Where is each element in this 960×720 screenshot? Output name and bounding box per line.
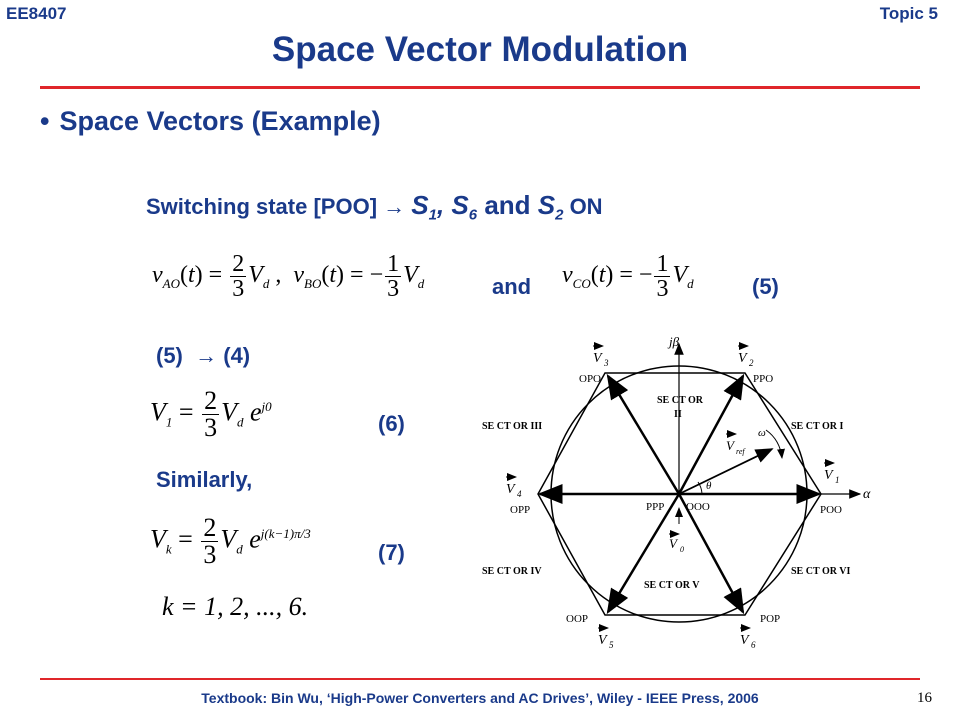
v2-label xyxy=(738,346,754,368)
sector-4-label: SE CT OR IV xyxy=(482,566,542,577)
state-ppp: PPP xyxy=(646,501,665,513)
equation-number-6: (6) xyxy=(378,411,405,436)
state-oop: OOP xyxy=(566,613,589,625)
v4-label xyxy=(506,477,522,499)
v1-label xyxy=(824,463,840,485)
arrow-icon: → xyxy=(383,194,406,219)
title-divider xyxy=(40,86,920,89)
eq-ref-5: (5) xyxy=(156,343,183,368)
svg-text:V: V xyxy=(669,536,677,551)
state-opp: OPP xyxy=(510,504,531,516)
v3-label xyxy=(593,346,609,368)
svg-text:V: V xyxy=(726,438,734,453)
state-ppo: PPO xyxy=(753,373,774,385)
s2-symbol: S xyxy=(537,190,556,220)
k-range: k = 1, 2, ..., 6. xyxy=(162,592,309,621)
state-pop: POP xyxy=(760,613,781,625)
substitution-note xyxy=(156,343,250,369)
state-poo: POO xyxy=(820,504,843,516)
equation-vco: $v_{CO}(t)$ = − $\frac{1}{3}$ $V_d$ xyxy=(562,251,694,302)
omega-arrow xyxy=(766,430,782,458)
sector-2-label: SE CT OR xyxy=(657,395,703,406)
theta-label: θ xyxy=(706,480,712,492)
space-vector-diagram xyxy=(470,326,890,656)
equation-vk: $V_k$ = $\frac{2}{3}$ $V_d$ $e^{j(k-1)\pi/3}$ xyxy=(150,513,311,569)
vector-v2 xyxy=(679,376,743,494)
page-number: 16 xyxy=(917,690,932,706)
svg-text:V: V xyxy=(824,468,833,483)
svg-text:0: 0 xyxy=(680,545,684,554)
vector-v5 xyxy=(608,494,679,612)
switching-prefix: Switching state [POO] xyxy=(146,194,384,219)
and-word: and xyxy=(477,190,538,220)
v6-label xyxy=(740,628,756,650)
eq-ref-4: (4) xyxy=(223,343,251,368)
svg-text:3: 3 xyxy=(604,358,609,368)
sector-1-label: SE CT OR I xyxy=(791,421,844,432)
svg-text:5: 5 xyxy=(609,640,614,650)
svg-text:V: V xyxy=(740,633,749,648)
jbeta-label: jβ xyxy=(669,334,680,349)
course-code: EE8407 xyxy=(6,4,67,23)
svg-text:4: 4 xyxy=(517,489,522,499)
equation-number-7: (7) xyxy=(378,540,405,565)
bullet-text: Space Vectors (Example) xyxy=(59,106,381,136)
svg-text:V: V xyxy=(506,482,515,497)
footer-citation: Textbook: Bin Wu, ‘High-Power Converters and AC Drives’, Wiley - IEEE Press, 2006 xyxy=(201,690,759,706)
topic-label: Topic 5 xyxy=(879,4,938,23)
svg-text:6: 6 xyxy=(751,640,756,650)
comma: , xyxy=(436,190,452,220)
state-opo: OPO xyxy=(579,373,602,385)
svg-text:1: 1 xyxy=(835,475,840,485)
s1-symbol: S xyxy=(411,190,429,220)
v0-label xyxy=(669,534,684,554)
vector-v3 xyxy=(608,376,679,494)
s6-symbol: S xyxy=(451,190,469,220)
equation-v1: $V_1$ = $\frac{2}{3}$ $V_d$ $e^{j0}$ xyxy=(150,386,272,442)
state-ooo: OOO xyxy=(686,501,710,513)
sector-5-label: SE CT OR V xyxy=(644,580,700,591)
equation-vao-vbo: $v_{AO}(t)$ = $\frac{2}{3}$ $V_d$ , $v_{BO}(t)$ = − $\frac{1}{3}$ $V_d$ xyxy=(152,251,425,302)
s6-subscript: 6 xyxy=(468,206,478,224)
svg-text:2: 2 xyxy=(749,358,754,368)
svg-text:V: V xyxy=(598,633,607,648)
arrow-icon: → xyxy=(195,343,218,368)
bullet-heading xyxy=(40,106,381,137)
similarly-text: Similarly, xyxy=(156,467,253,492)
svg-text:V: V xyxy=(738,351,747,366)
bullet-dot: • xyxy=(40,106,50,136)
s1-subscript: 1 xyxy=(428,206,437,224)
switching-state-line xyxy=(146,190,603,223)
sector-6-label: SE CT OR VI xyxy=(791,566,851,577)
v5-label xyxy=(598,628,614,650)
omega-label: ω xyxy=(758,427,766,439)
sector-2-numeral: II xyxy=(674,409,682,420)
alpha-label: α xyxy=(863,487,871,502)
equation-number-5: (5) xyxy=(752,274,779,299)
svg-text:V: V xyxy=(593,351,602,366)
vector-vref xyxy=(679,449,772,494)
s2-subscript: 2 xyxy=(555,206,564,224)
svg-text:ref: ref xyxy=(736,447,745,456)
footer-divider xyxy=(40,678,920,680)
slide-title: Space Vector Modulation xyxy=(271,30,689,69)
switching-suffix: ON xyxy=(563,194,603,219)
sector-3-label: SE CT OR III xyxy=(482,421,543,432)
vref-label xyxy=(726,434,746,456)
and-label: and xyxy=(492,274,532,299)
